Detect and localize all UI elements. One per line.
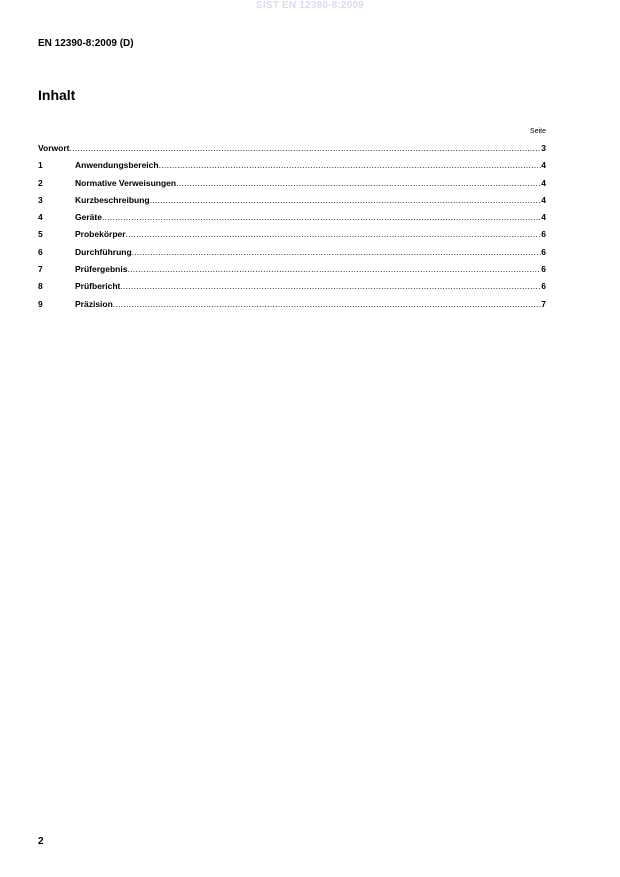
toc-entry-number: 5 <box>38 229 43 240</box>
toc-dot-leader <box>150 194 542 206</box>
toc-entry-page: 7 <box>541 298 546 309</box>
toc-dot-leader <box>127 263 541 275</box>
toc-entry-pruefergebnis[interactable] <box>38 263 546 280</box>
toc-entry-page: 4 <box>541 177 546 188</box>
toc-entry-number: 9 <box>38 298 43 309</box>
toc-dot-leader <box>120 280 541 292</box>
toc-entry-page: 6 <box>541 264 546 275</box>
toc-dot-leader <box>126 228 542 240</box>
toc-entry-pruefbericht[interactable] <box>38 280 546 297</box>
toc-entry-label: Probekörper <box>75 229 126 240</box>
toc-dot-leader <box>113 298 541 310</box>
toc-entry-normative-verweisungen[interactable] <box>38 177 546 194</box>
toc-entry-number: 2 <box>38 177 43 188</box>
toc-entry-label: Anwendungsbereich <box>75 160 159 171</box>
toc-entry-kurzbeschreibung[interactable] <box>38 194 546 211</box>
toc-entry-label: Präzision <box>75 298 113 309</box>
toc-entry-page: 4 <box>541 160 546 171</box>
toc-dot-leader <box>176 177 541 189</box>
toc-dot-leader <box>69 142 541 154</box>
toc-dot-leader <box>159 159 542 171</box>
toc-entry-page: 6 <box>541 229 546 240</box>
toc-entry-praezision[interactable] <box>38 298 546 315</box>
toc-entry-number: 7 <box>38 264 43 275</box>
page-number: 2 <box>38 836 44 847</box>
toc-entry-label: Prüfergebnis <box>75 264 128 275</box>
toc-entry-number: 8 <box>38 281 43 292</box>
toc-entry-page: 6 <box>541 246 546 257</box>
toc-entry-page: 4 <box>541 212 546 223</box>
toc-dot-leader <box>102 211 541 223</box>
toc-entry-label: Kurzbeschreibung <box>75 194 150 205</box>
toc-entry-page: 3 <box>541 143 546 153</box>
toc-entry-label: Prüfbericht <box>75 281 121 292</box>
table-of-contents <box>38 142 546 315</box>
toc-entry-label: Geräte <box>75 212 102 223</box>
toc-entry-number: 6 <box>38 246 43 257</box>
toc-entry-probekoerper[interactable] <box>38 228 546 245</box>
toc-entry-label: Vorwort <box>38 143 70 153</box>
watermark-text: SIST EN 12390-8:2009 <box>256 0 364 11</box>
toc-title: Inhalt <box>38 87 76 103</box>
toc-entry-anwendungsbereich[interactable] <box>38 159 546 176</box>
toc-dot-leader <box>132 246 542 258</box>
toc-entry-page: 6 <box>541 281 546 292</box>
toc-entry-number: 3 <box>38 194 43 205</box>
toc-entry-number: 4 <box>38 212 43 223</box>
toc-entry-geraete[interactable] <box>38 211 546 228</box>
toc-entry-number: 1 <box>38 160 43 171</box>
toc-entry-durchfuehrung[interactable] <box>38 246 546 263</box>
document-id: EN 12390-8:2009 (D) <box>38 38 134 49</box>
toc-entry-page: 4 <box>541 194 546 205</box>
page-column-label: Seite <box>530 128 546 135</box>
toc-entry-label: Normative Verweisungen <box>75 177 177 188</box>
toc-entry-vorwort[interactable] <box>38 142 546 159</box>
toc-entry-label: Durchführung <box>75 246 132 257</box>
